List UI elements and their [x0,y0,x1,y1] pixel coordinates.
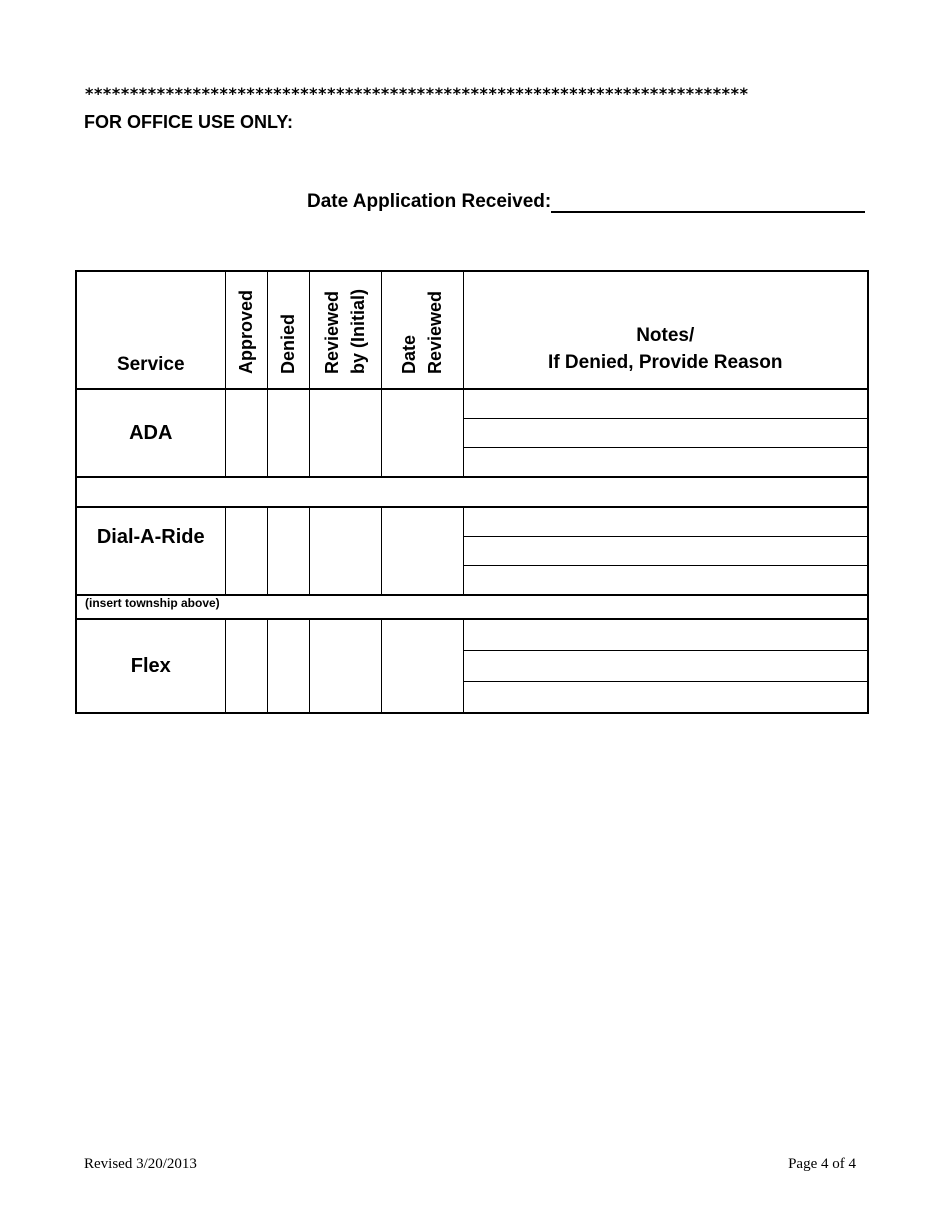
table-spacer-row [76,477,868,507]
header-date-line2: Reviewed [425,290,445,374]
separator-line: ************************************************************************** [85,84,749,103]
notes-line[interactable] [464,508,868,537]
notes-cell-flex [463,619,868,713]
header-date-reviewed-label [396,283,448,382]
reviewed-by-cell-flex[interactable] [309,619,381,713]
notes-line[interactable] [464,651,868,682]
service-flex: Flex [76,619,225,713]
approved-cell-dial-a-ride[interactable] [225,507,267,595]
date-received-input-line[interactable] [551,191,865,213]
header-denied-label: Denied [278,313,298,374]
notes-cell-dial-a-ride [463,507,868,595]
date-reviewed-cell-dial-a-ride[interactable] [381,507,463,595]
table-header-row [76,271,868,389]
header-reviewed-by [309,271,381,389]
notes-line[interactable] [464,448,868,476]
notes-line[interactable] [464,390,868,419]
service-dial-a-ride: Dial-A-Ride [76,507,225,595]
header-service: Service [76,271,225,389]
date-received-field[interactable] [307,191,865,213]
header-notes-line1: Notes/ [636,325,695,346]
table-row-dial-a-ride [76,507,868,595]
header-date-reviewed [381,271,463,389]
notes-line[interactable] [464,537,868,566]
office-use-heading: FOR OFFICE USE ONLY: [84,112,294,132]
spacer-cell [76,477,868,507]
header-denied [267,271,309,389]
header-notes [463,271,868,389]
review-table [75,270,869,714]
table-row-ada [76,389,868,477]
header-approved-label: Approved [236,289,256,374]
township-note[interactable]: (insert township above) [76,595,868,619]
header-approved [225,271,267,389]
denied-cell-ada[interactable] [267,389,309,477]
approved-cell-ada[interactable] [225,389,267,477]
notes-line[interactable] [464,419,868,448]
notes-line[interactable] [464,682,868,712]
table-row-flex [76,619,868,713]
reviewed-by-cell-ada[interactable] [309,389,381,477]
revised-date: Revised 3/20/2013 [84,1156,197,1172]
reviewed-by-cell-dial-a-ride[interactable] [309,507,381,595]
date-reviewed-cell-ada[interactable] [381,389,463,477]
service-ada: ADA [76,389,225,477]
date-reviewed-cell-flex[interactable] [381,619,463,713]
header-reviewed-line1: Reviewed [322,290,342,374]
date-received-label: Date Application Received: [307,191,552,212]
header-date-line1: Date [399,334,419,374]
header-reviewed-by-label [319,281,371,382]
page-number: Page 4 of 4 [788,1156,856,1172]
header-notes-line2: If Denied, Provide Reason [548,352,783,373]
notes-line[interactable] [464,620,868,651]
header-reviewed-line2: by (Initial) [348,289,368,374]
notes-line[interactable] [464,566,868,594]
township-row [76,595,868,619]
approved-cell-flex[interactable] [225,619,267,713]
denied-cell-dial-a-ride[interactable] [267,507,309,595]
denied-cell-flex[interactable] [267,619,309,713]
notes-cell-ada [463,389,868,477]
